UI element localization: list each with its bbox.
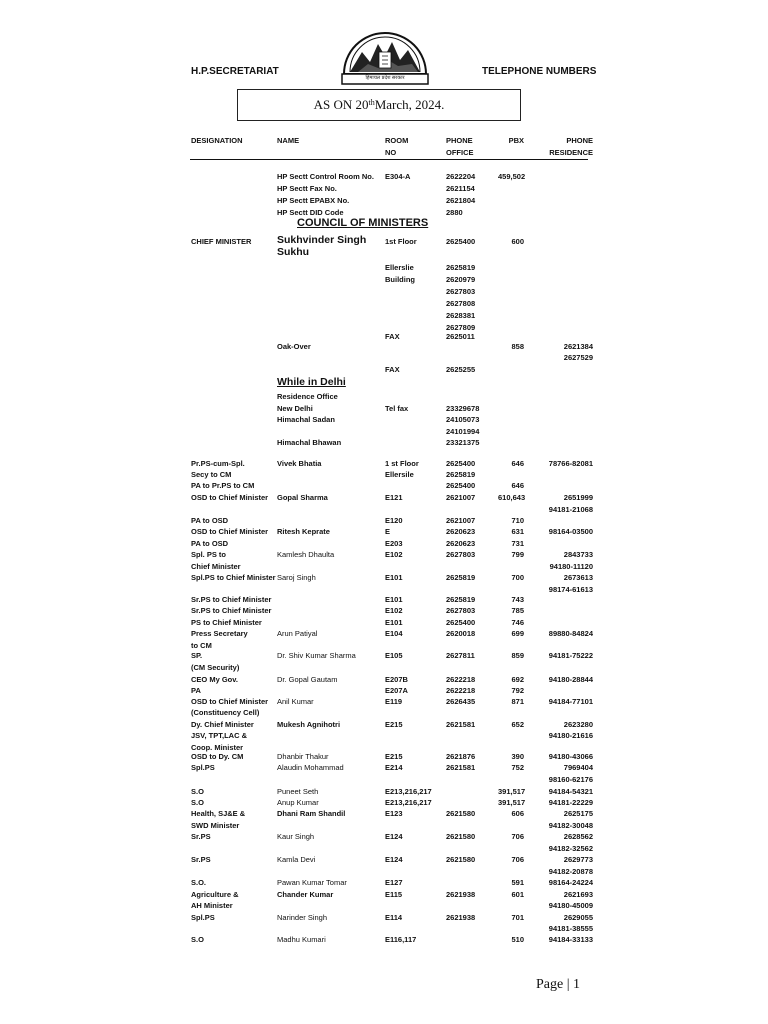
row-60-phone-residence: 2621693	[563, 890, 593, 899]
row-39-room: E105	[385, 651, 403, 660]
row-35-phone-office: 2627803	[446, 606, 476, 615]
row-37-room: E104	[385, 629, 403, 638]
row-25-phone-residence: 2651999	[563, 493, 593, 502]
row-27-pbx: 710	[511, 516, 524, 525]
col-phone-office	[446, 135, 474, 159]
row-53-name: Dhani Ram Shandil	[277, 809, 346, 818]
row-28-phone-office: 2620623	[446, 527, 476, 536]
row-45-name: Mukesh Agnihotri	[277, 720, 341, 729]
header-right: TELEPHONE NUMBERS	[482, 66, 597, 77]
col-designation: DESIGNATION	[191, 136, 243, 145]
row-4-pbx: 600	[511, 237, 524, 246]
row-55-phone-residence: 2628562	[563, 832, 593, 841]
row-62-room: E114	[385, 913, 403, 922]
col-room-line2: NO	[385, 148, 397, 157]
row-30-phone-office: 2627803	[446, 550, 476, 559]
col-phone-line2: OFFICE	[446, 148, 474, 157]
row-35-pbx: 785	[511, 606, 524, 615]
row-15-room: FAX	[385, 365, 400, 374]
row-28-room: E	[385, 527, 391, 536]
row-34-room: E101	[385, 595, 403, 604]
row-51-name: Puneet Seth	[277, 787, 319, 796]
row-57-phone-office: 2621580	[446, 855, 476, 864]
row-6-room: Ellerslie	[385, 263, 414, 272]
row-12-room: FAX	[385, 332, 400, 341]
row-52-pbx: 391,517	[498, 798, 526, 807]
row-44-designation: (Constituency Cell)	[191, 708, 260, 717]
row-21-phone-office: 23321375	[446, 438, 480, 447]
row-31-designation: Chief Minister	[191, 562, 241, 571]
col-room-line1: ROOM	[385, 136, 409, 145]
row-63-phone-residence: 94181-38555	[548, 924, 593, 933]
row-41-room: E207B	[385, 675, 408, 684]
row-62-pbx: 701	[511, 913, 524, 922]
row-49-name: Alaudin Mohammad	[277, 763, 344, 772]
row-33-phone-residence: 98174-61613	[548, 585, 593, 594]
row-32-name: Saroj Singh	[277, 573, 316, 582]
row-45-pbx: 652	[511, 720, 524, 729]
row-48-pbx: 390	[511, 752, 524, 761]
row-53-pbx: 606	[511, 809, 524, 818]
as-on-suffix: March, 2024.	[374, 97, 445, 112]
row-29-pbx: 731	[511, 539, 524, 548]
row-32-designation: Spl.PS to Chief Minister	[191, 573, 276, 582]
row-24-pbx: 646	[511, 481, 524, 490]
row-22-room: 1 st Floor	[385, 459, 419, 468]
row-58-phone-residence: 94182-20878	[548, 867, 593, 876]
row-46-designation: JSV, TPT,LAC &	[191, 731, 247, 740]
row-43-phone-residence: 94184-77101	[548, 697, 593, 706]
row-30-phone-residence: 2843733	[563, 550, 593, 559]
row-53-designation: Health, SJ&E &	[191, 809, 246, 818]
row-4-designation: CHIEF MINISTER	[191, 237, 252, 246]
row-48-designation: OSD to Dy. CM	[191, 752, 244, 761]
row-29-phone-office: 2620623	[446, 539, 476, 548]
row-1-phone-office: 2621154	[446, 184, 475, 193]
row-23-room: Ellersile	[385, 470, 414, 479]
row-4-name: Sukhvinder Singh	[277, 234, 367, 246]
row-34-phone-office: 2625819	[446, 595, 476, 604]
row-62-name: Narinder Singh	[277, 913, 328, 922]
row-13-name: Oak-Over	[277, 342, 311, 351]
row-27-room: E120	[385, 516, 403, 525]
row-30-name: Kamlesh Dhaulta	[277, 550, 335, 559]
row-2-phone-office: 2621804	[446, 196, 476, 205]
row-9-phone-office: 2627808	[446, 299, 476, 308]
row-39-pbx: 859	[511, 651, 524, 660]
row-45-phone-office: 2621581	[446, 720, 476, 729]
row-22-pbx: 646	[511, 459, 524, 468]
row-0-pbx: 459,502	[498, 172, 526, 181]
row-51-designation: S.O	[191, 787, 204, 796]
row-26-phone-residence: 94181-21068	[548, 505, 593, 514]
row-28-pbx: 631	[511, 527, 524, 536]
row-24-phone-office: 2625400	[446, 481, 476, 490]
row-15-phone-office: 2625255	[446, 365, 476, 374]
col-phone-residence	[530, 135, 593, 159]
row-59-name: Pawan Kumar Tomar	[277, 878, 347, 887]
row-41-phone-residence: 94180-28844	[548, 675, 593, 684]
as-on-date-box	[237, 89, 521, 121]
row-42-pbx: 792	[511, 686, 524, 695]
row-38-designation: to CM	[191, 641, 212, 650]
row-18-room: Tel fax	[385, 404, 409, 413]
row-43-room: E119	[385, 697, 403, 706]
row-45-room: E215	[385, 720, 403, 729]
row-36-designation: PS to Chief Minister	[191, 618, 262, 627]
row-27-designation: PA to OSD	[191, 516, 229, 525]
row-19-phone-office: 24105073	[446, 415, 480, 424]
header-left: H.P.SECRETARIAT	[191, 66, 279, 77]
row-36-room: E101	[385, 618, 403, 627]
row-0-room: E304-A	[385, 172, 411, 181]
col-res-line2: RESIDENCE	[549, 148, 593, 157]
row-29-designation: PA to OSD	[191, 539, 229, 548]
emblem-caption: हिमाचल प्रदेश सरकार	[365, 75, 405, 81]
row-43-designation: OSD to Chief Minister	[191, 697, 269, 706]
row-48-name: Dhanbir Thakur	[277, 752, 329, 761]
row-55-pbx: 706	[511, 832, 524, 841]
row-1-name: HP Sectt Fax No.	[277, 184, 337, 193]
row-25-room: E121	[385, 493, 403, 502]
row-30-room: E102	[385, 550, 403, 559]
row-60-room: E115	[385, 890, 403, 899]
col-phone-line1: PHONE	[446, 136, 473, 145]
row-43-phone-office: 2626435	[446, 697, 476, 706]
row-19-name: Himachal Sadan	[277, 415, 335, 424]
row-57-name: Kamla Devi	[277, 855, 316, 864]
row-51-phone-residence: 94184-54321	[548, 787, 593, 796]
row-13-pbx: 858	[511, 342, 524, 351]
row-43-name: Anil Kumar	[277, 697, 314, 706]
row-49-designation: Spl.PS	[191, 763, 215, 772]
row-48-room: E215	[385, 752, 403, 761]
row-37-pbx: 699	[511, 629, 524, 638]
row-48-phone-office: 2621876	[446, 752, 476, 761]
row-35-room: E102	[385, 606, 403, 615]
government-emblem-logo	[338, 30, 432, 88]
row-36-pbx: 746	[511, 618, 524, 627]
row-62-phone-residence: 2629055	[563, 913, 593, 922]
row-39-phone-residence: 94181-75222	[548, 651, 593, 660]
row-22-phone-residence: 78766-82081	[548, 459, 593, 468]
row-64-pbx: 510	[511, 935, 524, 944]
row-40-designation: (CM Security)	[191, 663, 240, 672]
row-7-phone-office: 2620979	[446, 275, 476, 284]
row-55-name: Kaur Singh	[277, 832, 315, 841]
row-47-designation: Coop. Minister	[191, 743, 244, 752]
row-62-designation: Spl.PS	[191, 913, 215, 922]
row-35-designation: Sr.PS to Chief Minister	[191, 606, 272, 615]
row-52-room: E213,216,217	[385, 798, 432, 807]
col-pbx: PBX	[508, 136, 524, 145]
row-59-pbx: 591	[511, 878, 524, 887]
row-60-phone-office: 2621938	[446, 890, 476, 899]
row-21-name: Himachal Bhawan	[277, 438, 342, 447]
row-57-pbx: 706	[511, 855, 524, 864]
row-28-phone-residence: 98164-03500	[548, 527, 593, 536]
row-8-phone-office: 2627803	[446, 287, 476, 296]
row-54-designation: SWD Minister	[191, 821, 240, 830]
row-24-designation: PA to Pr.PS to CM	[191, 481, 255, 490]
row-18-phone-office: 23329678	[446, 404, 480, 413]
row-59-phone-residence: 98164-24224	[548, 878, 593, 887]
row-42-room: E207A	[385, 686, 408, 695]
row-37-phone-office: 2620018	[446, 629, 476, 638]
row-48-phone-residence: 94180-43066	[548, 752, 593, 761]
row-41-pbx: 692	[511, 675, 524, 684]
row-32-room: E101	[385, 573, 403, 582]
row-4-room: 1st Floor	[385, 237, 417, 246]
row-31-phone-residence: 94180-11120	[549, 562, 593, 571]
as-on-sup: th	[368, 97, 375, 107]
row-32-phone-office: 2625819	[446, 573, 476, 582]
col-name: NAME	[277, 136, 300, 145]
row-43-pbx: 871	[511, 697, 524, 706]
row-59-room: E127	[385, 878, 403, 887]
row-30-pbx: 799	[511, 550, 524, 559]
row-34-pbx: 743	[511, 595, 524, 604]
row-57-phone-residence: 2629773	[563, 855, 593, 864]
row-60-pbx: 601	[511, 890, 524, 899]
page-number: Page | 1	[536, 977, 581, 992]
row-42-phone-office: 2622218	[446, 686, 476, 695]
row-17-name: Residence Office	[277, 392, 338, 401]
row-36-phone-office: 2625400	[446, 618, 476, 627]
row-30-designation: Spl. PS to	[191, 550, 227, 559]
row-54-phone-residence: 94182-30048	[548, 821, 593, 830]
row-39-name: Dr. Shiv Kumar Sharma	[277, 651, 356, 660]
row-32-pbx: 700	[511, 573, 524, 582]
col-res-line1: PHONE	[566, 136, 593, 145]
row-2-name: HP Sectt EPABX No.	[277, 196, 350, 205]
row-52-phone-residence: 94181-22229	[548, 798, 593, 807]
row-39-designation: SP.	[191, 651, 203, 660]
row-12-phone-office: 2625011	[446, 332, 475, 341]
row-55-room: E124	[385, 832, 403, 841]
row-14-phone-residence: 2627529	[563, 353, 593, 362]
row-25-name: Gopal Sharma	[277, 493, 328, 502]
row-28-name: Ritesh Keprate	[277, 527, 330, 536]
row-61-phone-residence: 94180-45009	[548, 901, 593, 910]
row-41-name: Dr. Gopal Gautam	[277, 675, 338, 684]
row-41-phone-office: 2622218	[446, 675, 476, 684]
row-64-name: Madhu Kumari	[277, 935, 326, 944]
row-56-phone-residence: 94182-32562	[548, 844, 593, 853]
row-51-room: E213,216,217	[385, 787, 432, 796]
section-title: COUNCIL OF MINISTERS	[297, 217, 429, 229]
row-64-designation: S.O	[191, 935, 204, 944]
row-25-pbx: 610,643	[498, 493, 526, 502]
row-10-phone-office: 2628381	[446, 311, 476, 320]
row-55-phone-office: 2621580	[446, 832, 476, 841]
row-55-designation: Sr.PS	[191, 832, 211, 841]
row-0-phone-office: 2622204	[446, 172, 476, 181]
row-53-phone-office: 2621580	[446, 809, 476, 818]
row-37-name: Arun Patiyal	[277, 629, 318, 638]
row-7-room: Building	[385, 275, 415, 284]
row-22-name: Vivek Bhatia	[277, 459, 322, 468]
row-37-phone-residence: 89880-84824	[548, 629, 593, 638]
row-13-phone-residence: 2621384	[563, 342, 593, 351]
row-18-name: New Delhi	[277, 404, 313, 413]
row-3-name: HP Sectt DID Code	[277, 208, 344, 217]
row-45-phone-residence: 2623280	[563, 720, 593, 729]
row-49-pbx: 752	[511, 763, 524, 772]
row-49-phone-office: 2621581	[446, 763, 476, 772]
row-27-phone-office: 2621007	[446, 516, 476, 525]
row-62-phone-office: 2621938	[446, 913, 476, 922]
row-53-room: E123	[385, 809, 403, 818]
row-64-room: E116,117	[385, 935, 417, 944]
row-16-name: While in Delhi	[277, 376, 346, 388]
row-53-phone-residence: 2625175	[563, 809, 593, 818]
row-20-phone-office: 24101994	[446, 427, 480, 436]
row-49-room: E214	[385, 763, 403, 772]
row-41-designation: CEO My Gov.	[191, 675, 238, 684]
row-52-designation: S.O	[191, 798, 204, 807]
row-11-phone-office: 2627809	[446, 323, 476, 332]
row-28-designation: OSD to Chief Minister	[191, 527, 269, 536]
row-57-designation: Sr.PS	[191, 855, 211, 864]
row-64-phone-residence: 94184-33133	[548, 935, 593, 944]
header-rule	[190, 159, 588, 160]
row-22-phone-office: 2625400	[446, 459, 476, 468]
row-0-name: HP Sectt Control Room No.	[277, 172, 374, 181]
row-3-phone-office: 2880	[446, 208, 463, 217]
row-52-name: Anup Kumar	[277, 798, 319, 807]
row-34-designation: Sr.PS to Chief Minister	[191, 595, 272, 604]
row-37-designation: Press Secretary	[191, 629, 248, 638]
row-59-designation: S.O.	[191, 878, 207, 887]
row-45-designation: Dy. Chief Minister	[191, 720, 254, 729]
row-32-phone-residence: 2673613	[563, 573, 593, 582]
row-25-phone-office: 2621007	[446, 493, 476, 502]
row-25-designation: OSD to Chief Minister	[191, 493, 269, 502]
row-5-name: Sukhu	[277, 246, 310, 258]
row-60-designation: Agriculture &	[191, 890, 239, 899]
row-29-room: E203	[385, 539, 403, 548]
as-on-prefix: AS ON 20	[313, 97, 369, 112]
row-61-designation: AH Minister	[191, 901, 233, 910]
row-39-phone-office: 2627811	[446, 651, 475, 660]
row-42-designation: PA	[191, 686, 201, 695]
col-room	[385, 135, 408, 159]
row-23-designation: Secy to CM	[191, 470, 232, 479]
row-60-name: Chander Kumar	[277, 890, 334, 899]
row-51-pbx: 391,517	[498, 787, 526, 796]
row-50-phone-residence: 98160-62176	[548, 775, 593, 784]
row-23-phone-office: 2625819	[446, 470, 476, 479]
row-49-phone-residence: 7969404	[563, 763, 593, 772]
row-46-phone-residence: 94180-21616	[548, 731, 593, 740]
row-57-room: E124	[385, 855, 403, 864]
row-22-designation: Pr.PS-cum-Spl.	[191, 459, 245, 468]
row-4-phone-office: 2625400	[446, 237, 476, 246]
row-6-phone-office: 2625819	[446, 263, 476, 272]
